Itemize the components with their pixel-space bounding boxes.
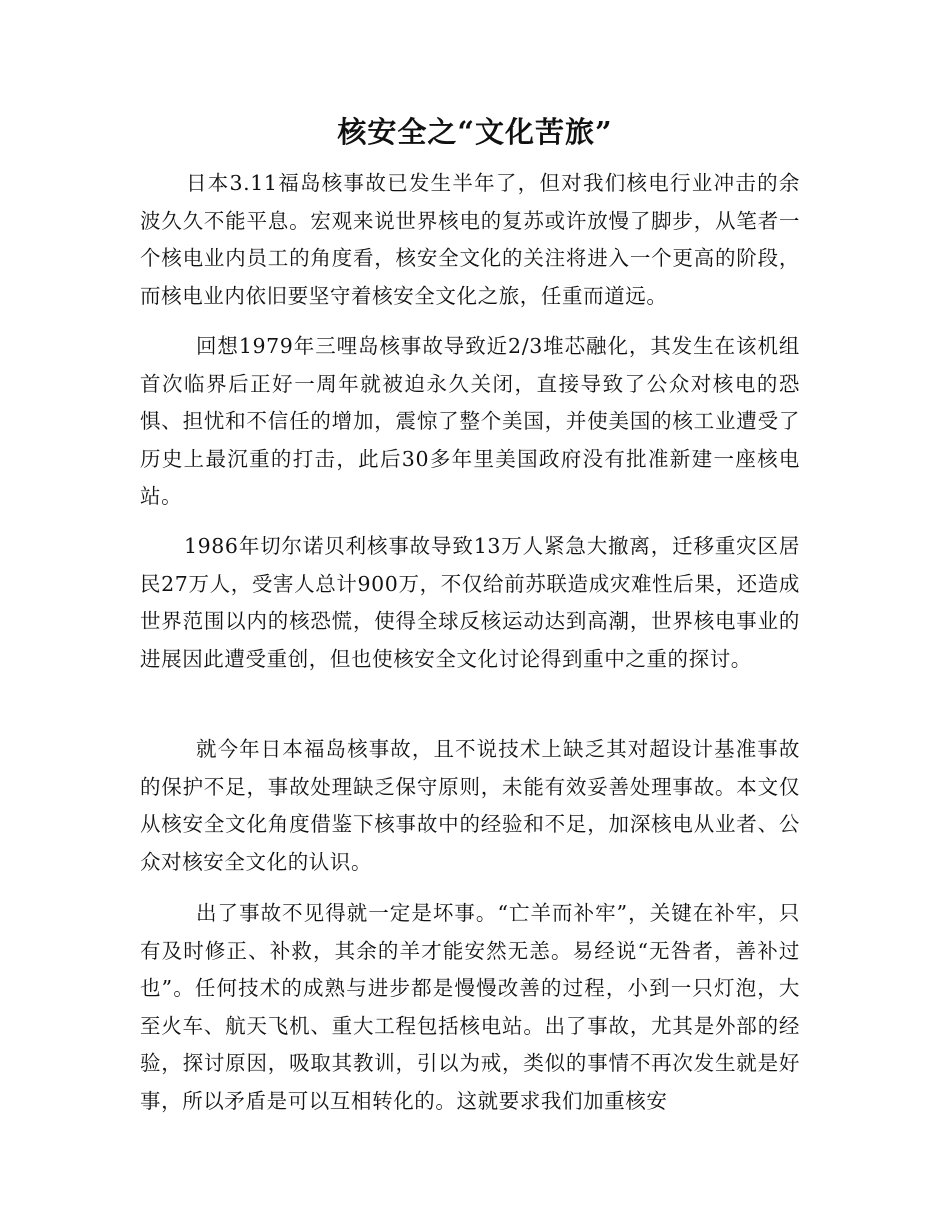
paragraph-1: 日本3.11福岛核事故已发生半年了，但对我们核电行业冲击的余波久久不能平息。宏观来说世界核电的复苏或许放慢了脚步，从笔者一个核电业内员工的角度看，核安全文化的关注将进入一个更高的阶段，而核电业内依旧要坚守着核安全文化之旅，任重而道远。 bbox=[140, 171, 800, 308]
paragraph-5: 出了事故不见得就一定是坏事。“亡羊而补牢”，关键在补牢，只有及时修正、补救，其余的羊才能安然无恙。易经说“无咎者，善补过也”。任何技术的成熟与进步都是慢慢改善的过程，小到一只灯泡，大至火车、航天飞机、重大工程包括核电站。出了事故，尤其是外部的经验，探讨原因，吸取其教训，引以为戒，类似的事情不再次发生就是好事，所以矛盾是可以互相转化的。这就要求我们加重核安 bbox=[140, 901, 800, 1113]
paragraph-4: 就今年日本福岛核事故，且不说技术上缺乏其对超设计基准事故的保护不足，事故处理缺乏保守原则，未能有效妥善处理事故。本文仅从核安全文化角度借鉴下核事故中的经验和不足，加深核电从业者、公众对核安全文化的认识。 bbox=[140, 737, 800, 874]
paragraph-3: 1986年切尔诺贝利核事故导致13万人紧急大撤离，迁移重灾区居民27万人，受害人总计900万，不仅给前苏联造成灾难性后果，还造成世界范围以内的核恐慌，使得全球反核运动达到高潮，世界核电事业的进展因此遭受重创，但也使核安全文化讨论得到重中之重的探讨。 bbox=[140, 534, 800, 671]
document-title: 核安全之“文化苦旅” bbox=[337, 115, 613, 149]
paragraph-2: 回想1979年三哩岛核事故导致近2/3堆芯融化，其发生在该机组首次临界后正好一周年就被迫永久关闭，直接导致了公众对核电的恐惧、担忧和不信任的增加，震惊了整个美国，并使美国的核工业遭受了历史上最沉重的打击，此后30多年里美国政府没有批准新建一座核电站。 bbox=[140, 334, 800, 508]
